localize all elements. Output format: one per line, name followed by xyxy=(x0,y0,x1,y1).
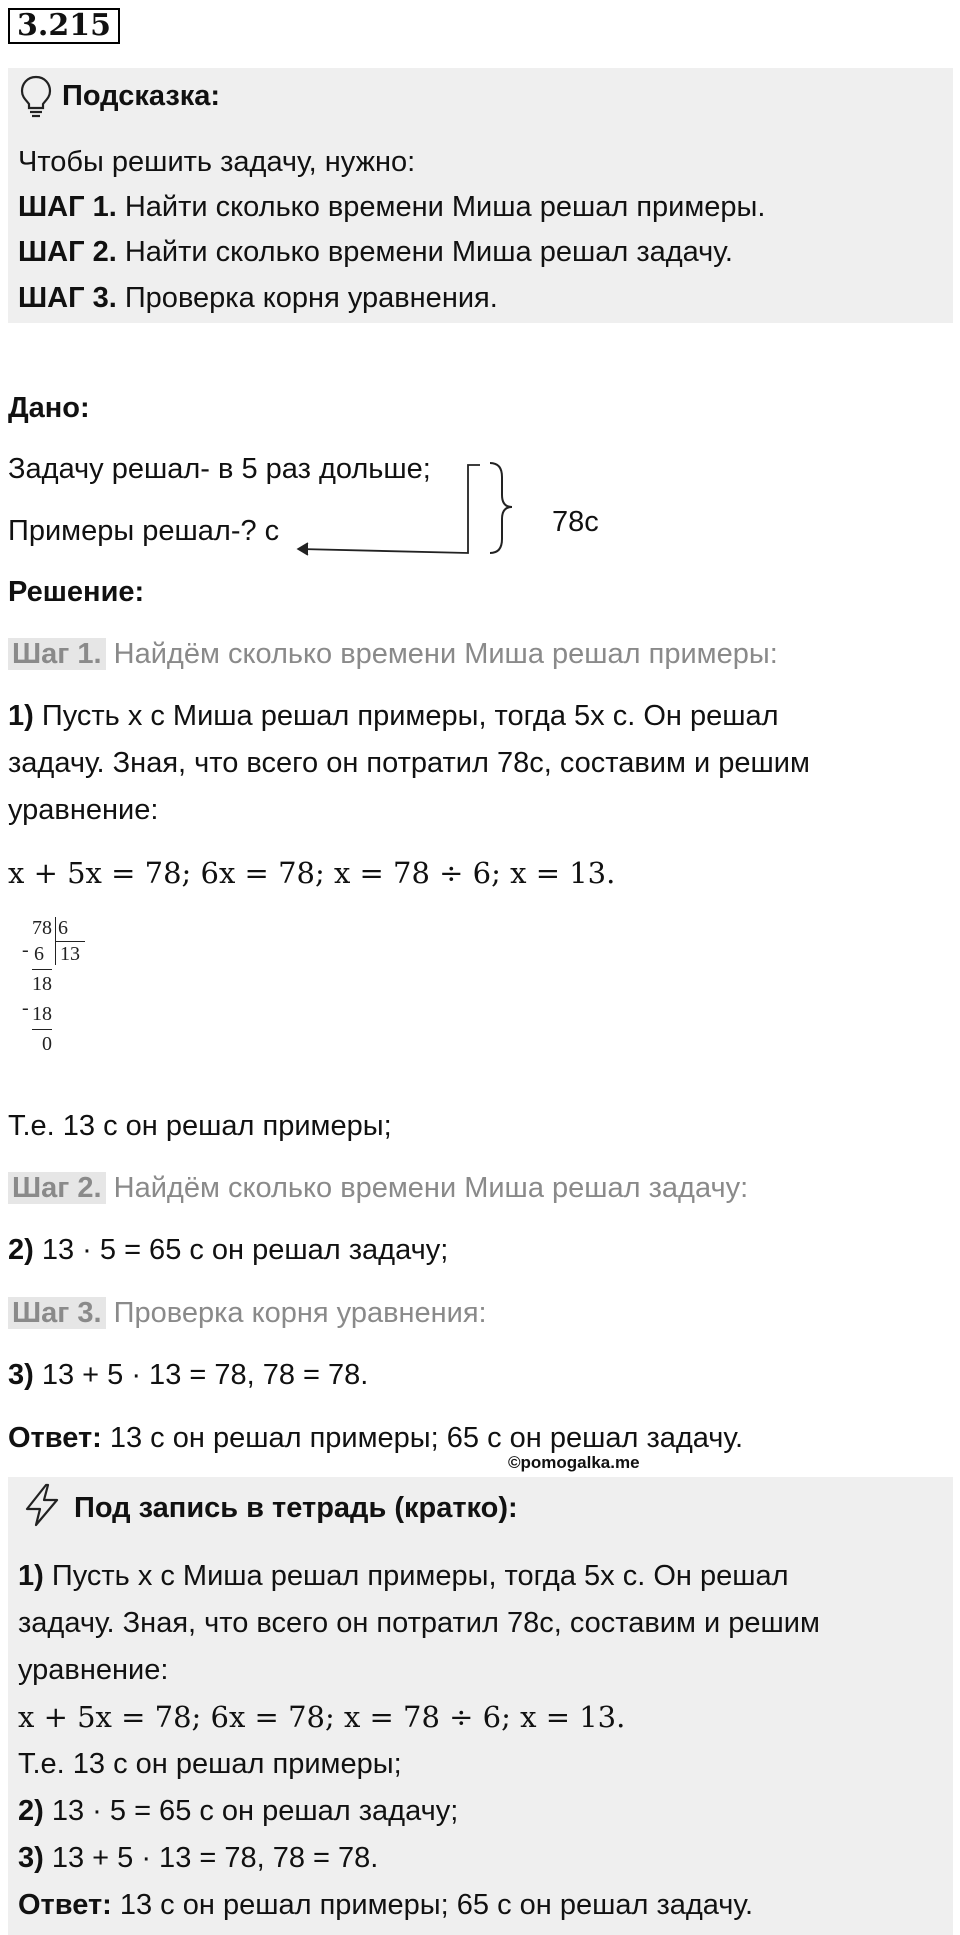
step-1-text: Найдём сколько времени Миша решал примеры: xyxy=(105,638,778,670)
hint-step-3 xyxy=(18,280,498,316)
brace-diagram xyxy=(290,455,550,560)
division-underline xyxy=(32,1029,52,1030)
division-underline xyxy=(32,969,52,970)
paragraph-2 xyxy=(8,1232,448,1268)
paragraph-1-line-2: задачу. Зная, что всего он потратил 78с, составим и решим xyxy=(8,747,810,779)
division-subtrahend-2: 18 xyxy=(32,1003,52,1025)
problem-number: 3.215 xyxy=(8,8,120,44)
notes-equation: x + 5x = 78; 6x = 78; x = 78 ÷ 6; x = 13. xyxy=(18,1700,626,1734)
lightning-icon xyxy=(22,1482,62,1528)
notes-answer-line xyxy=(18,1887,753,1923)
long-division xyxy=(20,917,90,1067)
division-remainder-1: 18 xyxy=(32,973,52,995)
hint-step-text: Найти сколько времени Миша решал примеры. xyxy=(116,191,766,223)
step-2-text: Найдём сколько времени Миша решал задачу: xyxy=(105,1172,749,1204)
step-3-text: Проверка корня уравнения: xyxy=(105,1297,487,1329)
lightbulb-icon xyxy=(18,74,54,118)
notes-paragraph-1-line-3: уравнение: xyxy=(18,1654,169,1686)
step-1-badge: Шаг 1. xyxy=(8,638,106,670)
paragraph-1-line-3: уравнение: xyxy=(8,794,159,826)
given-line-1: Задачу решал- в 5 раз дольше; xyxy=(8,453,431,485)
answer-text: 13 с он решал примеры; 65 с он решал задачу. xyxy=(111,1889,754,1921)
paragraph-text: 13 + 5 · 13 = 78, 78 = 78. xyxy=(33,1359,369,1391)
division-divisor: 6 xyxy=(58,917,68,939)
division-quotient: 13 xyxy=(60,943,80,965)
step-2-badge: Шаг 2. xyxy=(8,1172,106,1204)
given-line-2: Примеры решал-? с xyxy=(8,515,280,547)
minus-sign: - xyxy=(22,939,29,961)
division-horizontal-line xyxy=(55,941,85,942)
item-number: 1) xyxy=(18,1560,44,1592)
step-1-line xyxy=(8,636,778,672)
item-number: 3) xyxy=(8,1359,34,1391)
minus-sign: - xyxy=(22,997,29,1019)
paragraph-text: Пусть x с Миша решал примеры, тогда 5x с. Он решал xyxy=(33,700,779,732)
item-number: 3) xyxy=(18,1842,44,1874)
item-number: 2) xyxy=(18,1795,44,1827)
notes-result-1: Т.е. 13 с он решал примеры; xyxy=(18,1748,402,1780)
answer-line xyxy=(8,1420,743,1456)
step-2-line xyxy=(8,1170,748,1206)
watermark: ©pomogalka.me xyxy=(508,1453,640,1472)
hint-title: Подсказка: xyxy=(62,80,221,112)
hint-step-label: ШАГ 2. xyxy=(18,236,117,268)
answer-label: Ответ: xyxy=(8,1422,102,1454)
step-3-line xyxy=(8,1295,487,1331)
notes-title: Под запись в тетрадь (кратко): xyxy=(74,1492,518,1524)
notes-paragraph-2 xyxy=(18,1793,458,1829)
paragraph-1-line-1 xyxy=(8,698,779,734)
paragraph-3 xyxy=(8,1357,368,1393)
paragraph-text: 13 + 5 · 13 = 78, 78 = 78. xyxy=(43,1842,379,1874)
equation: x + 5x = 78; 6x = 78; x = 78 ÷ 6; x = 13. xyxy=(8,856,616,890)
item-number: 1) xyxy=(8,700,34,732)
item-number: 2) xyxy=(8,1234,34,1266)
division-remainder-2: 0 xyxy=(42,1033,52,1055)
hint-intro: Чтобы решить задачу, нужно: xyxy=(18,146,416,178)
step-3-badge: Шаг 3. xyxy=(8,1297,106,1329)
answer-label: Ответ: xyxy=(18,1889,112,1921)
division-subtrahend-1: 6 xyxy=(34,943,44,965)
given-total: 78с xyxy=(552,506,599,538)
division-dividend: 78 xyxy=(32,917,52,939)
hint-step-text: Проверка корня уравнения. xyxy=(116,282,498,314)
hint-step-label: ШАГ 3. xyxy=(18,282,117,314)
notes-paragraph-1-line-2: задачу. Зная, что всего он потратил 78с, составим и решим xyxy=(18,1607,820,1639)
paragraph-text: Пусть x с Миша решал примеры, тогда 5x с. Он решал xyxy=(43,1560,789,1592)
paragraph-text: 13 · 5 = 65 с он решал задачу; xyxy=(43,1795,459,1827)
paragraph-text: 13 · 5 = 65 с он решал задачу; xyxy=(33,1234,449,1266)
given-heading: Дано: xyxy=(8,392,90,424)
answer-text: 13 с он решал примеры; 65 с он решал задачу. xyxy=(101,1422,744,1454)
hint-step-text: Найти сколько времени Миша решал задачу. xyxy=(116,236,733,268)
hint-step-label: ШАГ 1. xyxy=(18,191,117,223)
hint-step-2 xyxy=(18,234,733,270)
result-1: Т.е. 13 с он решал примеры; xyxy=(8,1110,392,1142)
notes-paragraph-3 xyxy=(18,1840,378,1876)
hint-step-1 xyxy=(18,189,765,225)
solution-heading: Решение: xyxy=(8,576,145,608)
notes-paragraph-1-line-1 xyxy=(18,1558,789,1594)
